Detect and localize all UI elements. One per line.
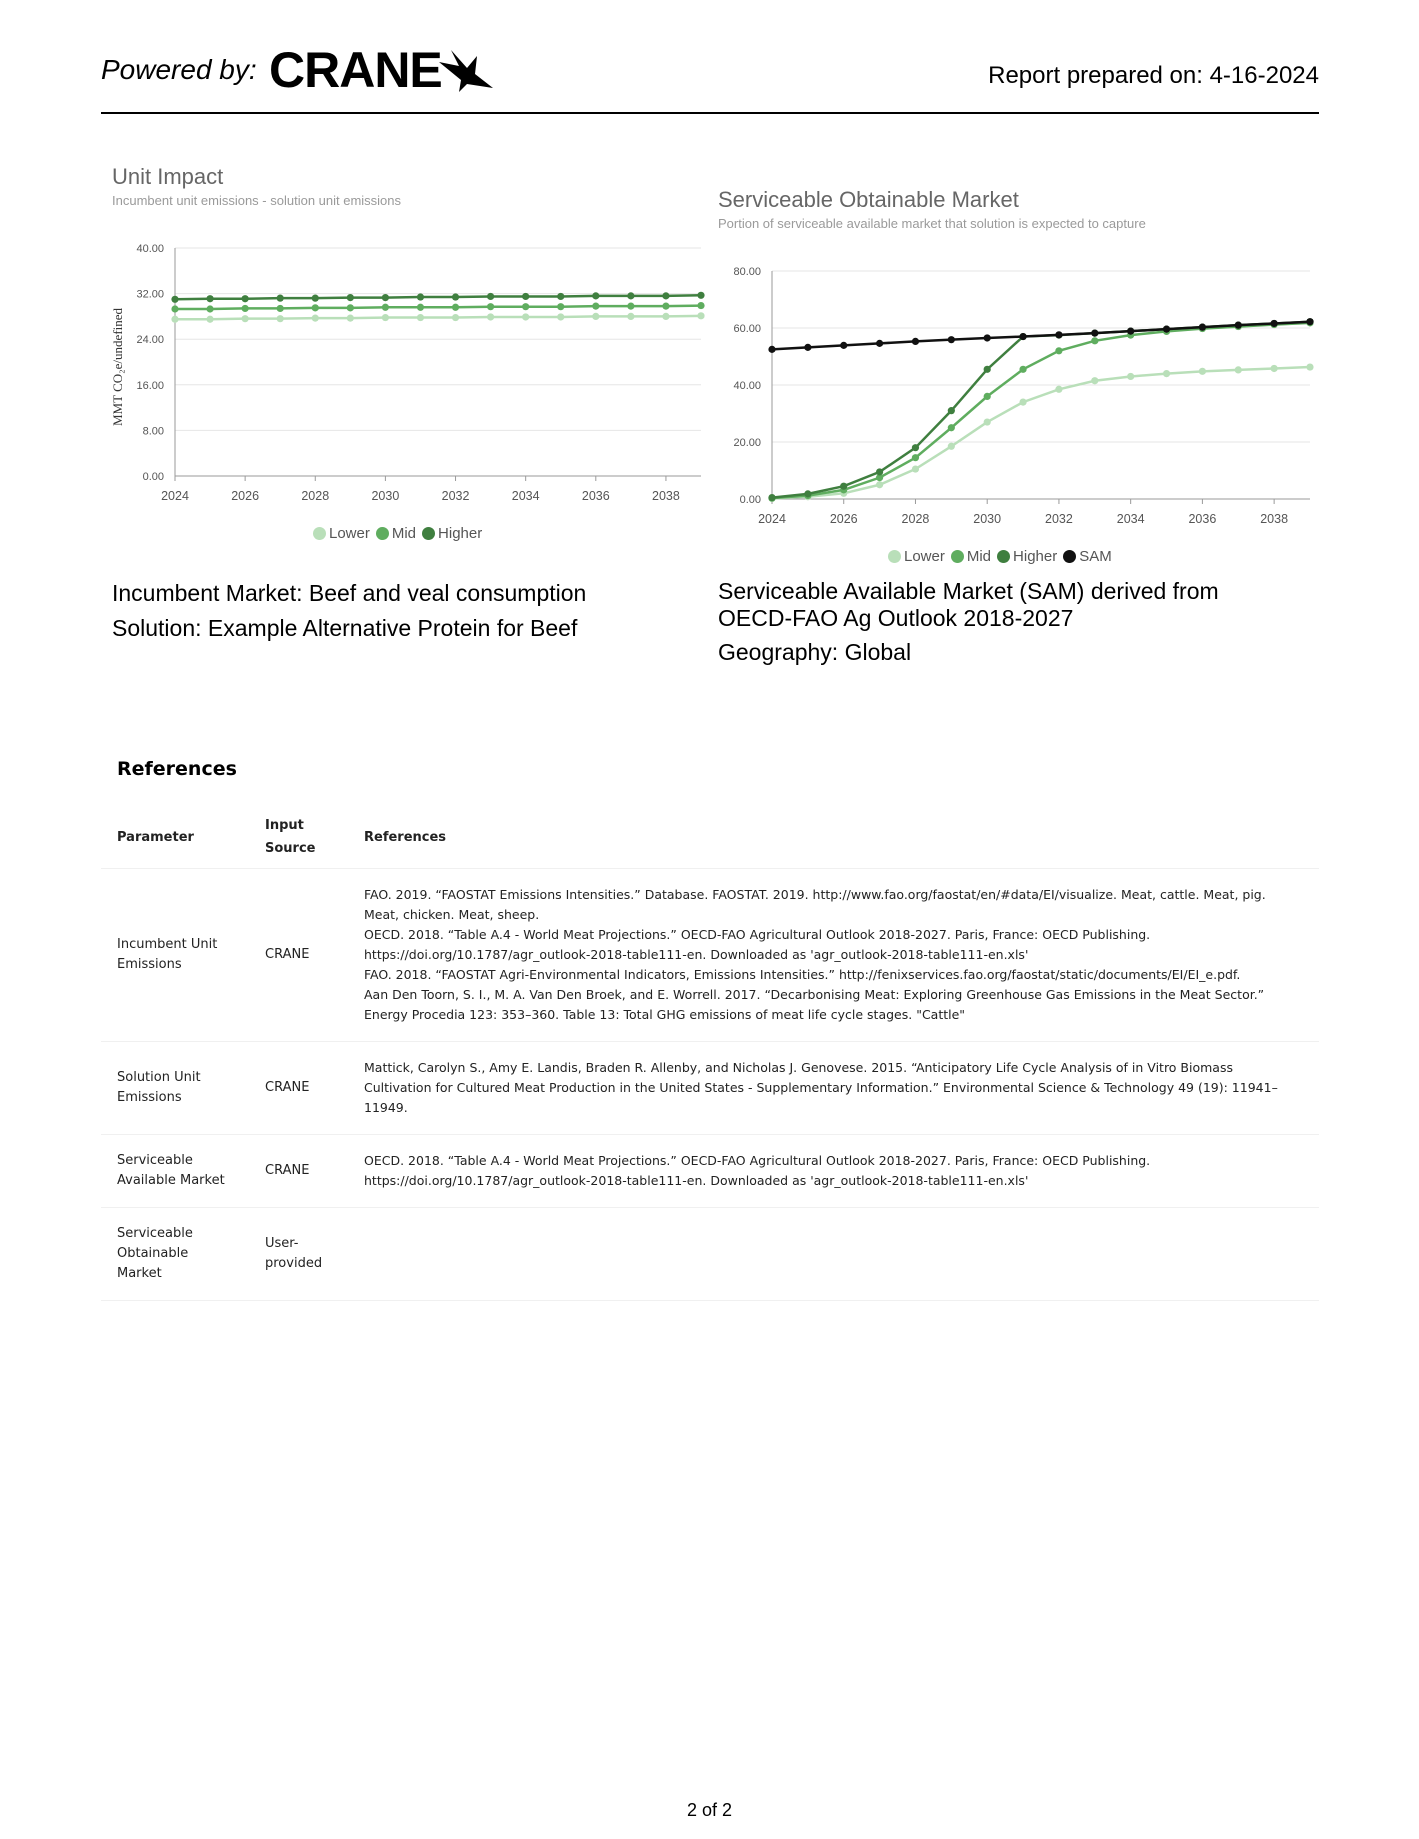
legend-label-mid: Mid <box>391 525 417 542</box>
x-tick-label: 2036 <box>1188 512 1217 526</box>
solution-text: Solution: Example Alternative Protein for Beef <box>112 615 578 641</box>
y-tick-label: 60.00 <box>733 323 761 335</box>
series-line-lower <box>772 367 1310 498</box>
data-point-sam <box>840 342 847 349</box>
som-legend <box>888 548 1112 565</box>
sam-source-line2: OECD-FAO Ag Outlook 2018-2027 <box>718 605 1074 631</box>
data-point-higher <box>948 407 955 414</box>
data-point-lower <box>1019 399 1026 406</box>
data-point-lower <box>912 465 919 472</box>
input-source-cell: User-provided <box>249 1208 348 1301</box>
input-source-cell: CRANE <box>249 1042 348 1135</box>
data-point-sam <box>1127 328 1134 335</box>
reference-entry: FAO. 2018. “FAOSTAT Agri-Environmental Indicators, Emissions Intensities.” http://fenixservices.fao.org/faostat/static/documents/EI/EI_e.pdf. <box>364 967 1241 982</box>
x-tick-label: 2030 <box>371 489 400 503</box>
powered-by-label: Powered by: <box>101 54 257 85</box>
legend-label-sam: SAM <box>1079 548 1112 565</box>
reference-entry: OECD. 2018. “Table A.4 - World Meat Projections.” OECD-FAO Agricultural Outlook 2018-2027. Paris, France: OECD Publishing. https://doi.org/10.1787/agr_outlook-2018-table111-en. Downloaded as 'agr_outlook-2018-table111-en.xls' <box>364 1153 1151 1188</box>
y-tick-label: 16.00 <box>136 379 164 392</box>
reference-entry: FAO. 2019. “FAOSTAT Emissions Intensities.” Database. FAOSTAT. 2019. http://www.fao.org/faostat/en/#data/EI/visualize. Meat, cattle. Meat, pig. Meat, chicken. Meat, sheep. <box>364 887 1266 922</box>
data-point-lower <box>1091 377 1098 384</box>
input-source-cell: CRANE <box>249 869 348 1042</box>
references-heading: References <box>117 758 237 780</box>
reference-entry: Aan Den Toorn, S. I., M. A. Van Den Broek, and E. Worrell. 2017. “Decarbonising Meat: Exploring Greenhouse Gas Emissions in the Meat Sector.” Energy Procedia 123: 353–360. Table 13: Total GHG emissions of meat life cycle stages. "Cattle" <box>364 987 1265 1022</box>
parameter-cell: Solution Unit Emissions <box>101 1042 249 1135</box>
y-tick-label: 0.00 <box>739 494 761 506</box>
x-tick-label: 2036 <box>581 489 610 503</box>
references-cell <box>348 1135 1319 1208</box>
legend-dot-higher <box>997 550 1010 563</box>
data-point-sam <box>876 340 883 347</box>
data-point-sam <box>1235 322 1242 329</box>
x-tick-label: 2026 <box>829 512 858 526</box>
parameter-cell: Incumbent Unit Emissions <box>101 869 249 1042</box>
y-tick-label: 0.00 <box>142 471 164 483</box>
y-tick-label: 40.00 <box>136 243 164 255</box>
legend-label-lower: Lower <box>329 525 370 542</box>
y-tick-label: 80.00 <box>733 266 761 278</box>
data-point-sam <box>1271 320 1278 327</box>
data-point-sam <box>948 336 955 343</box>
data-point-sam <box>984 334 991 341</box>
y-tick-label: 32.00 <box>136 288 164 301</box>
y-tick-label: 20.00 <box>733 437 761 449</box>
references-table <box>101 806 1319 1301</box>
references-header-row <box>101 806 1319 869</box>
data-point-mid <box>984 393 991 400</box>
table-row <box>101 869 1319 1042</box>
x-tick-label: 2034 <box>511 489 540 503</box>
parameter-cell: Serviceable Obtainable Market <box>101 1208 249 1301</box>
input-source-cell: CRANE <box>249 1135 348 1208</box>
legend-item-lower[interactable] <box>888 548 945 565</box>
legend-label-lower: Lower <box>904 548 945 565</box>
data-point-sam <box>1091 330 1098 337</box>
y-tick-label: 8.00 <box>142 425 164 438</box>
som-title: Serviceable Obtainable Market <box>718 187 1019 212</box>
series-sam <box>768 318 1313 353</box>
parameter-cell: Serviceable Available Market <box>101 1135 249 1208</box>
x-tick-label: 2032 <box>441 489 470 503</box>
header-input-source-label: Input Source <box>265 818 316 856</box>
series-lower <box>768 363 1313 502</box>
legend-dot-mid <box>951 550 964 563</box>
x-tick-label: 2038 <box>652 489 680 503</box>
data-point-lower <box>1127 373 1134 380</box>
data-point-mid <box>1091 337 1098 344</box>
data-point-sam <box>1019 333 1026 340</box>
legend-item-higher[interactable] <box>997 548 1057 565</box>
legend-dot-sam <box>1063 550 1076 563</box>
data-point-sam <box>768 346 775 353</box>
unit-impact-caption <box>112 578 586 643</box>
data-point-higher <box>840 483 847 490</box>
references-body <box>101 869 1319 1301</box>
header-references: References <box>348 806 1319 869</box>
x-tick-label: 2024 <box>161 489 189 503</box>
data-point-sam <box>1306 318 1313 325</box>
series-line-higher <box>772 322 1310 498</box>
geography-text: Geography: Global <box>718 639 912 665</box>
som-subtitle: Portion of serviceable available market that solution is expected to capture <box>718 216 1146 231</box>
legend-label-higher: Higher <box>438 525 483 542</box>
logo-wordmark: CRANE <box>269 42 442 98</box>
page-number: 2 of 2 <box>686 1800 733 1820</box>
table-row <box>101 1208 1319 1301</box>
report-date: Report prepared on: 4-16-2024 <box>988 62 1319 89</box>
header-parameter: Parameter <box>101 806 249 869</box>
x-tick-label: 2026 <box>231 489 260 503</box>
data-point-lower <box>876 481 883 488</box>
references-cell <box>348 869 1319 1042</box>
y-tick-label: 24.00 <box>136 334 164 347</box>
header-input-source <box>249 806 348 869</box>
y-tick-label: 40.00 <box>733 380 761 392</box>
data-point-lower <box>1199 368 1206 375</box>
reference-entry: Mattick, Carolyn S., Amy E. Landis, Braden R. Allenby, and Nicholas J. Genovese. 2015. “Anticipatory Life Cycle Analysis of in Vitro Biomass Cultivation for Cultured Meat Production in the United States - Supplementary Information.” Environmental Science & Technology 49 (19): 11941–11949. <box>364 1060 1278 1115</box>
legend-label-mid: Mid <box>966 548 992 565</box>
unit-impact-y-axis-label: MMT CO₂e/undefined <box>110 307 125 426</box>
sam-source-line1: Serviceable Available Market (SAM) derived from <box>718 578 1219 604</box>
incumbent-market-text: Incumbent Market: Beef and veal consumption <box>112 580 587 606</box>
data-point-sam <box>1055 331 1062 338</box>
series-mid <box>768 319 1313 501</box>
x-tick-label: 2024 <box>758 512 786 526</box>
data-point-lower <box>984 418 991 425</box>
data-point-mid <box>912 454 919 461</box>
data-point-sam <box>1199 324 1206 331</box>
data-point-lower <box>1163 370 1170 377</box>
data-point-sam <box>912 338 919 345</box>
data-point-higher <box>876 468 883 475</box>
data-point-higher <box>804 490 811 497</box>
data-point-mid <box>1055 347 1062 354</box>
references-cell <box>348 1042 1319 1135</box>
data-point-higher <box>768 494 775 501</box>
legend-label-higher: Higher <box>1013 548 1058 565</box>
reference-entry: OECD. 2018. “Table A.4 - World Meat Projections.” OECD-FAO Agricultural Outlook 2018-2027. Paris, France: OECD Publishing. https://doi.org/10.1787/agr_outlook-2018-table111-en. Downloaded as 'agr_outlook-2018-table111-en.xls' <box>364 927 1151 962</box>
x-tick-label: 2028 <box>901 512 930 526</box>
references-cell <box>348 1208 1319 1301</box>
data-point-lower <box>1306 363 1313 370</box>
series-line-mid <box>772 323 1310 498</box>
unit-impact-subtitle: Incumbent unit emissions - solution unit emissions <box>112 193 402 208</box>
data-point-higher <box>912 444 919 451</box>
table-row <box>101 1042 1319 1135</box>
legend-item-sam[interactable] <box>1063 548 1112 565</box>
data-point-sam <box>1163 326 1170 333</box>
data-point-mid <box>1019 366 1026 373</box>
legend-item-mid[interactable] <box>951 548 991 565</box>
som-caption <box>718 578 1219 667</box>
x-tick-label: 2028 <box>301 489 330 503</box>
data-point-sam <box>804 344 811 351</box>
data-point-lower <box>1055 386 1062 393</box>
x-tick-label: 2032 <box>1045 512 1073 526</box>
data-point-higher <box>984 366 991 373</box>
legend-dot-lower <box>888 550 901 563</box>
table-row <box>101 1135 1319 1208</box>
x-tick-label: 2030 <box>973 512 1002 526</box>
data-point-lower <box>1235 366 1242 373</box>
x-tick-label: 2034 <box>1116 512 1145 526</box>
x-tick-label: 2038 <box>1260 512 1289 526</box>
data-point-lower <box>1271 365 1278 372</box>
data-point-lower <box>948 443 955 450</box>
data-point-mid <box>948 424 955 431</box>
series-line-sam <box>772 322 1310 350</box>
unit-impact-title: Unit Impact <box>112 164 224 189</box>
